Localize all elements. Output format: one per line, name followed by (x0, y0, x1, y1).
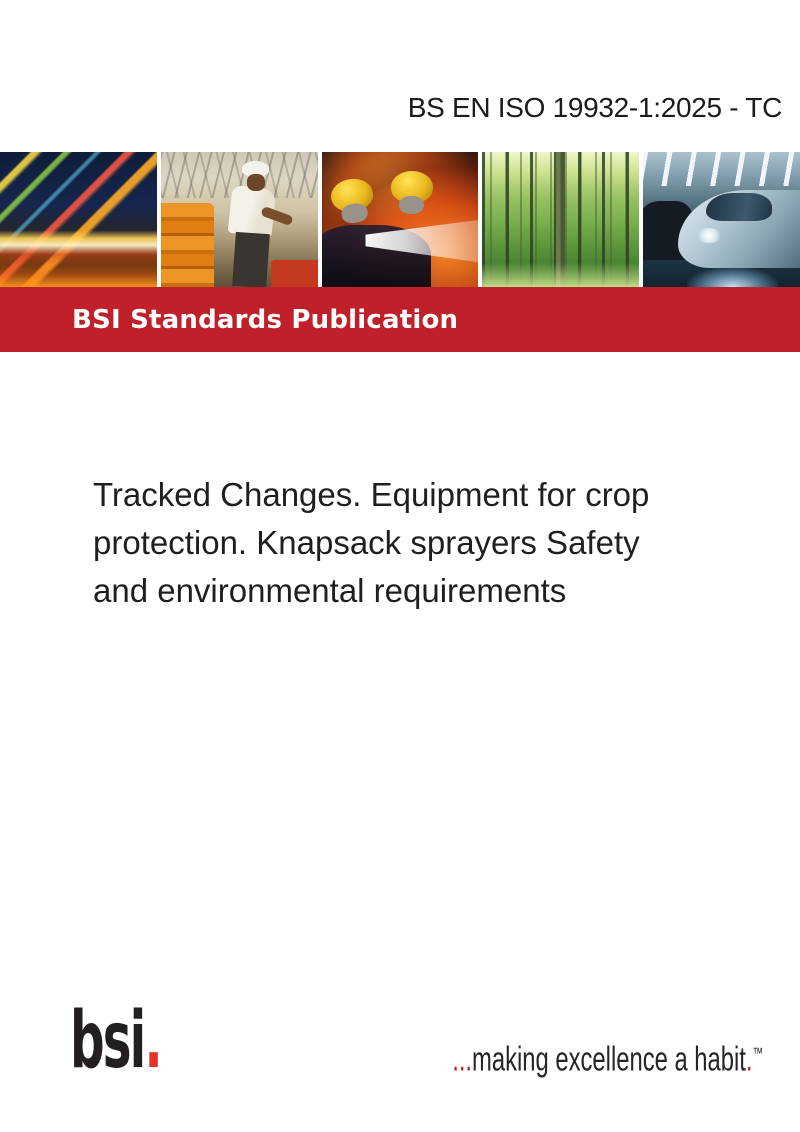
factory-ceiling-lights (643, 152, 800, 186)
bsi-logo-dot: . (144, 996, 163, 1086)
firefighter-helmet-icon (391, 171, 433, 203)
title-line: protection. Knapsack sprayers Safety (93, 524, 640, 561)
warehouse-red-bin (271, 260, 318, 287)
photo-night-traffic (0, 152, 157, 287)
bsi-logo (70, 996, 163, 1086)
banner-title: BSI Standards Publication (72, 304, 459, 335)
bsi-red-banner (0, 287, 800, 352)
tagline-period: . (745, 1040, 753, 1079)
firefighter-helmet-icon (329, 176, 375, 214)
car-headlight (695, 228, 723, 243)
worker-trousers (233, 232, 271, 287)
car-windshield (706, 193, 772, 221)
warehouse-crate-stack (161, 203, 214, 287)
photo-firefighters (322, 152, 479, 287)
photo-car-production-line (643, 152, 800, 287)
worker-head (247, 174, 265, 191)
bsi-logo-text: bsi (70, 996, 145, 1086)
photo-strip (0, 152, 800, 287)
publication-title (93, 471, 649, 615)
title-line: Tracked Changes. Equipment for crop (93, 476, 650, 513)
title-line: and environmental requirements (93, 572, 567, 609)
document-number: BS EN ISO 19932-1:2025 - TC (407, 92, 782, 123)
car-underglow (687, 267, 778, 287)
trademark-icon: ™ (752, 1045, 763, 1062)
tagline-leading-dots: ... (452, 1040, 473, 1079)
tagline-text: making excellence a habit (472, 1040, 746, 1079)
photo-forest (482, 152, 639, 287)
photo-warehouse-worker (161, 152, 318, 287)
tagline (452, 1037, 763, 1079)
